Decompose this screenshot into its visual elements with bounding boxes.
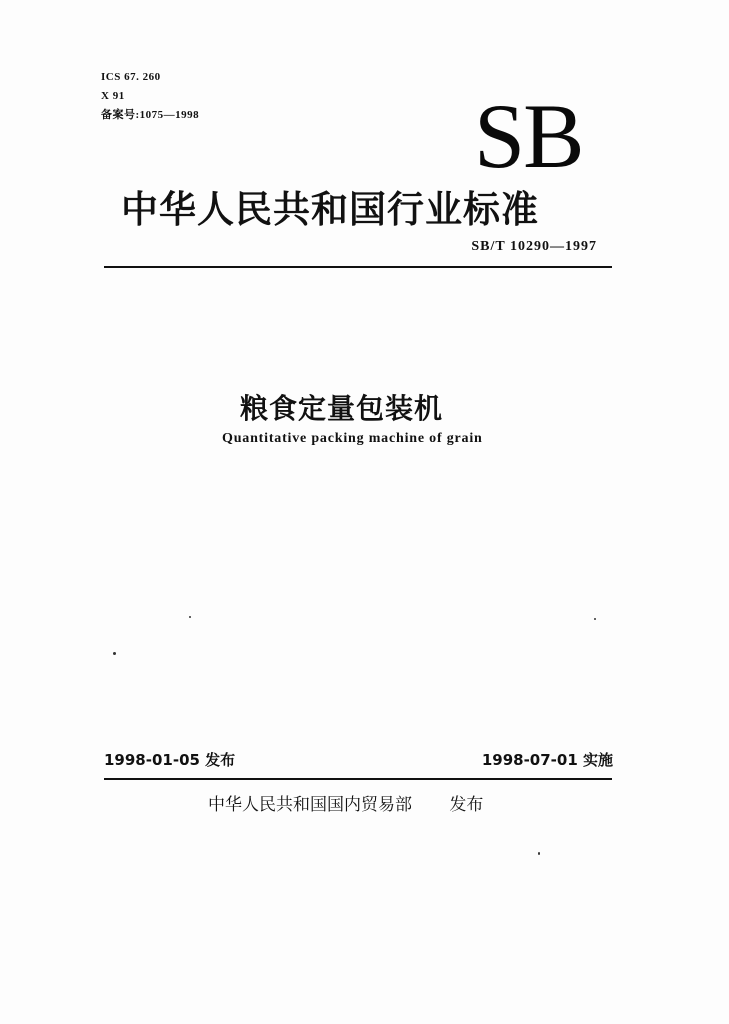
scan-speck (189, 616, 191, 618)
header-divider (104, 266, 612, 268)
publisher-line (208, 794, 483, 816)
publisher-action: 发布 (449, 795, 484, 815)
standard-type-heading: 中华人民共和国行业标准 (121, 187, 539, 231)
scan-speck (538, 852, 540, 855)
publisher-name: 中华人民共和国国内贸易部 (208, 795, 412, 815)
scan-speck (113, 652, 116, 655)
issue-date: 1998-01-05 发布 (104, 751, 236, 769)
effective-date: 1998-07-01 实施 (481, 751, 613, 769)
document-title-cn: 粮食定量包装机 (240, 392, 444, 425)
standard-number: SB/T 10290—1997 (471, 239, 597, 254)
scan-speck (594, 618, 596, 620)
classification-block (101, 68, 199, 125)
ccs-code: X 91 (101, 90, 125, 102)
document-title-en: Quantitative packing machine of grain (222, 431, 483, 446)
ics-code: ICS 67. 260 (101, 71, 161, 83)
filing-number: 备案号:1075—1998 (101, 109, 200, 121)
sb-logo: SB (474, 85, 583, 187)
footer-divider (104, 778, 612, 780)
